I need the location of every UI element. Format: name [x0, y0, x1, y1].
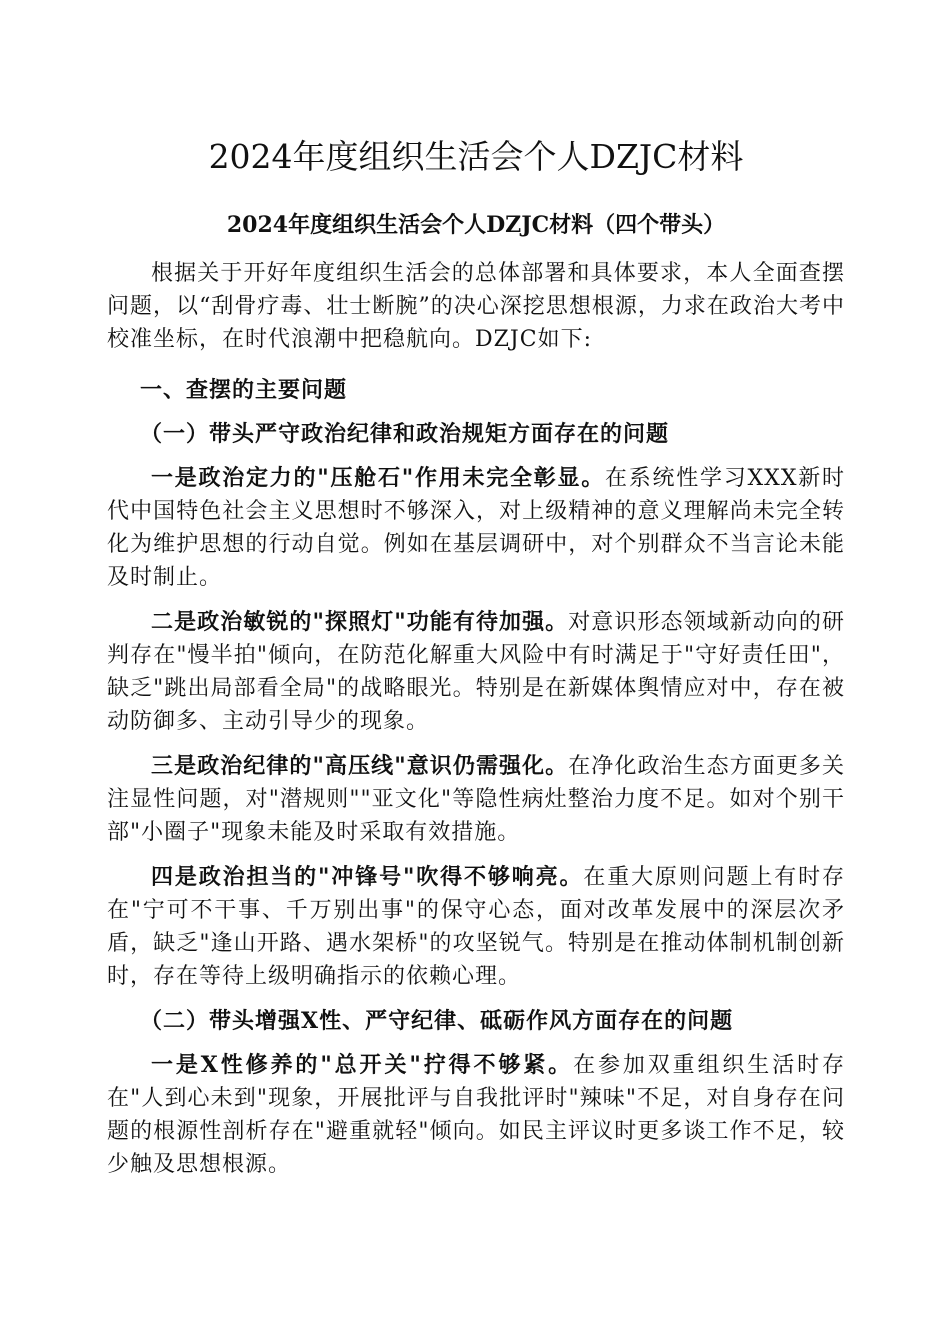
- paragraph-lead: 一是政治定力的"压舱石"作用未完全彰显。: [151, 465, 605, 491]
- paragraph-item: [107, 861, 845, 993]
- document-title: 2024年度组织生活会个人DZJC材料: [208, 137, 744, 176]
- paragraph-body: 在系统性学习XXX新时代中国特色社会主义思想时不够深入，对上级精神的意义理解尚未完全转化为维护思想的行动自觉。例如在基层调研中，对个别群众不当言论未能及时制止。: [107, 466, 845, 590]
- paragraph-item: [107, 606, 845, 738]
- section-heading: 一、查摆的主要问题: [140, 377, 348, 403]
- paragraph-lead: 一是X性修养的"总开关"拧得不够紧。: [151, 1052, 574, 1078]
- paragraph-item: [107, 462, 845, 594]
- paragraph-lead: 二是政治敏锐的"探照灯"功能有待加强。: [151, 609, 569, 635]
- paragraph-item: [107, 1049, 845, 1181]
- paragraph-lead: 三是政治纪律的"高压线"意识仍需强化。: [151, 753, 569, 779]
- document-subtitle: 2024年度组织生活会个人DZJC材料（四个带头）: [226, 212, 726, 238]
- subsection-heading-1: （一）带头严守政治纪律和政治规矩方面存在的问题: [140, 421, 670, 447]
- paragraph-body: 在参加双重组织生活时存在"人到心未到"现象，开展批评与自我批评时"辣味"不足，对自身存在问题的根源性剖析存在"避重就轻"倾向。如民主评议时更多谈工作不足，较少触及思想根源。: [107, 1053, 845, 1177]
- paragraph-item: [107, 750, 845, 849]
- subsection-heading-2: （二）带头增强X性、严守纪律、砥砺作风方面存在的问题: [140, 1008, 734, 1034]
- paragraph-body: 在净化政治生态方面更多关注显性问题，对"潜规则""亚文化"等隐性病灶整治力度不足。如对个别干部"小圈子"现象未能及时采取有效措施。: [107, 754, 845, 845]
- intro-paragraph: 根据关于开好年度组织生活会的总体部署和具体要求，本人全面查摆问题，以“刮骨疗毒、壮士断腕”的决心深挖思想根源，力求在政治大考中校准坐标，在时代浪潮中把稳航向。DZJC如下:: [107, 261, 845, 352]
- paragraph-body: 在重大原则问题上有时存在"宁可不干事、千万别出事"的保守心态，面对改革发展中的深层次矛盾，缺乏"逢山开路、遇水架桥"的攻坚锐气。特别是在推动体制机制创新时，存在等待上级明确指示的依赖心理。: [107, 865, 845, 989]
- paragraph-body: 对意识形态领域新动向的研判存在"慢半拍"倾向，在防范化解重大风险中有时满足于"守好责任田"，缺乏"跳出局部看全局"的战略眼光。特别是在新媒体舆情应对中，存在被动防御多、主动引导少的现象。: [107, 610, 845, 734]
- paragraph-lead: 四是政治担当的"冲锋号"吹得不够响亮。: [151, 864, 584, 890]
